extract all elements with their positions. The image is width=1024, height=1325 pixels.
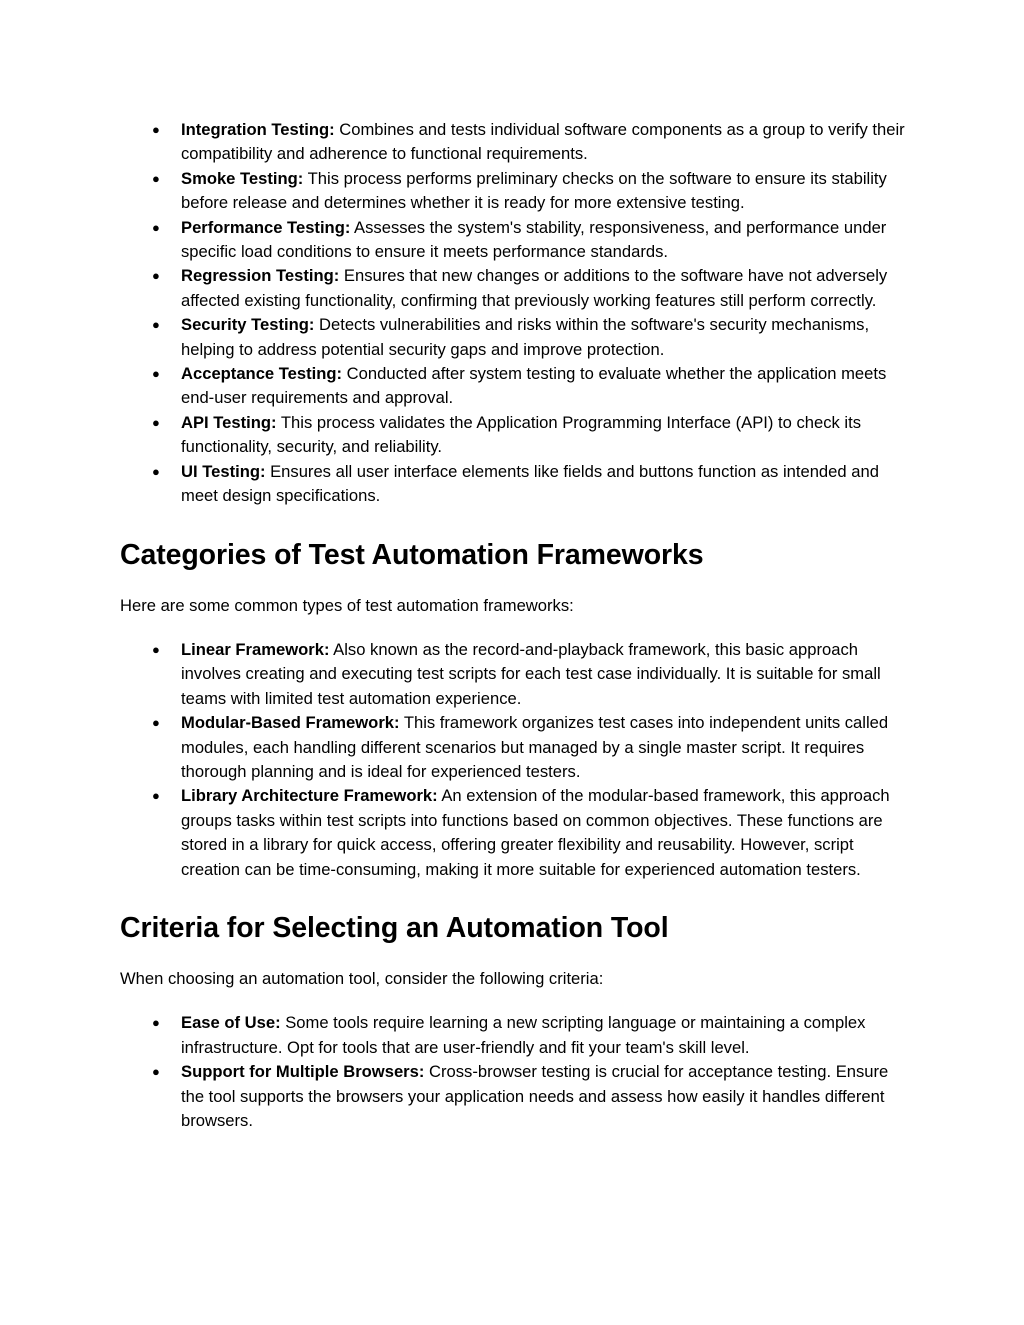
list-item-text: Conducted after system testing to evaluate whether the application meets end-user requirements and approval.	[181, 364, 887, 408]
bullet-icon: ●	[152, 317, 160, 333]
list-item-term: Smoke Testing:	[181, 168, 304, 188]
document-page	[120, 118, 910, 1133]
bullet-icon: ●	[152, 463, 160, 479]
bullet-icon: ●	[152, 366, 160, 382]
list-item-performance-testing	[120, 216, 910, 265]
list-item-security-testing	[120, 313, 910, 362]
list-item-regression-testing	[120, 264, 910, 313]
list-item-text: Detects vulnerabilities and risks within the software's security mechanisms, helping to address potential security gaps and improve protection.	[181, 315, 870, 359]
list-item-linear-framework	[120, 638, 910, 711]
bullet-icon: ●	[152, 122, 160, 137]
section-heading-frameworks: Categories of Test Automation Frameworks	[120, 538, 704, 571]
list-item-text: This process validates the Application Programming Interface (API) to check its functionality, security, and reliability.	[181, 412, 862, 457]
list-item-term: Modular-Based Framework:	[181, 713, 400, 733]
list-item-text: This process performs preliminary checks on the software to ensure its stability before release and determines whether it is ready for more extensive testing.	[181, 168, 887, 213]
list-item-library-architecture-framework	[120, 784, 910, 882]
list-item-integration-testing	[120, 118, 910, 167]
bullet-icon: ●	[152, 641, 160, 657]
list-item-text: An extension of the modular-based framework, this approach groups tasks within test scripts into functions based on common objectives. These functions are stored in a library for quick access, offering greater flexibility and reusability. However, script creation can be time-consuming, making it more suitable for experienced automation testers.	[181, 786, 890, 879]
bullet-icon: ●	[152, 1064, 160, 1080]
list-item-term: UI Testing:	[181, 461, 266, 481]
list-item-smoke-testing	[120, 167, 910, 216]
list-item-ui-testing	[120, 460, 910, 509]
section-heading-criteria: Criteria for Selecting an Automation Tool	[120, 911, 669, 944]
list-item-term: Ease of Use:	[181, 1013, 281, 1033]
list-item-term: Integration Testing:	[181, 120, 335, 139]
bullet-icon: ●	[152, 1015, 160, 1031]
criteria-list	[120, 1011, 910, 1133]
bullet-icon: ●	[152, 268, 160, 284]
list-item-modular-framework	[120, 711, 910, 784]
bullet-icon: ●	[152, 788, 160, 804]
list-item-text: This framework organizes test cases into independent units called modules, each handling different scenarios but managed by a single master script. It requires thorough planning and is ideal for experienced testers.	[181, 713, 889, 781]
list-item-term: Regression Testing:	[181, 266, 340, 286]
list-item-text: Ensures all user interface elements like fields and buttons function as intended and meet design specifications.	[181, 461, 879, 506]
criteria-intro-paragraph: When choosing an automation tool, consider the following criteria:	[120, 968, 604, 988]
list-item-term: Support for Multiple Browsers:	[181, 1062, 425, 1082]
list-item-text: Assesses the system's stability, responsiveness, and performance under specific load conditions to ensure it meets performance standards.	[181, 217, 887, 262]
frameworks-intro-paragraph: Here are some common types of test automation frameworks:	[120, 595, 574, 615]
bullet-icon: ●	[152, 414, 160, 430]
list-item-text: Also known as the record-and-playback framework, this basic approach involves creating and executing test scripts for each test case individually. It is suitable for small teams with limited test automation experience.	[181, 639, 881, 708]
list-item-text: Ensures that new changes or additions to the software have not adversely affected existing functionality, confirming that previously working features still perform correctly.	[181, 266, 888, 310]
list-item-ease-of-use	[120, 1011, 910, 1060]
list-item-term: Acceptance Testing:	[181, 364, 343, 384]
list-item-api-testing	[120, 411, 910, 460]
list-item-term: Security Testing:	[181, 315, 315, 335]
list-item-term: Library Architecture Framework:	[181, 786, 438, 806]
testing-types-list	[120, 118, 910, 509]
list-item-term: Linear Framework:	[181, 639, 330, 659]
list-item-text: Combines and tests individual software components as a group to verify their compatibility and adherence to functional requirements.	[181, 120, 905, 164]
list-item-text: Cross-browser testing is crucial for acceptance testing. Ensure the tool supports the browsers your application needs and assess how easily it handles different browsers.	[181, 1062, 889, 1130]
bullet-icon: ●	[152, 170, 160, 186]
list-item-text: Some tools require learning a new scripting language or maintaining a complex infrastructure. Opt for tools that are user-friendly and fit your team's skill level.	[181, 1013, 866, 1057]
list-item-term: Performance Testing:	[181, 217, 351, 237]
bullet-icon: ●	[152, 219, 160, 235]
list-item-term: API Testing:	[181, 412, 277, 432]
list-item-multiple-browsers	[120, 1060, 910, 1133]
frameworks-list	[120, 638, 910, 882]
bullet-icon: ●	[152, 715, 160, 731]
list-item-acceptance-testing	[120, 362, 910, 411]
